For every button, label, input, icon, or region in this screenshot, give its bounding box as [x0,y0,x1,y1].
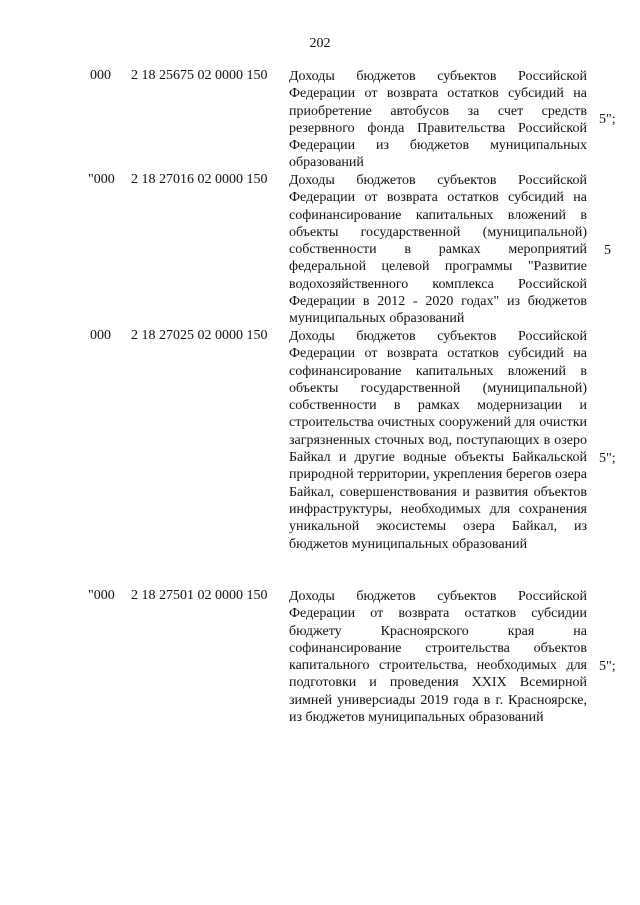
row-description: Доходы бюджетов субъектов Российской Федерации от возврата остатков субсидий на софинансирование капитальных вложений в объекты государственной (муниципальной) собственности в рамках модернизации и строительства очистных сооружений для очистки загрязненных сточных вод, поступающих в озеро Байкал и другие водные объекты Байкальской природной территории, укрепления берегов озера Байкал, совершенствования и развития объектов инфраструктуры, необходимых для сохранения уникальной экосистемы озера Байкал, из бюджетов муниципальных образований [289,329,587,552]
row-suffix: 5 [604,243,611,258]
row-prefix: "000 [88,588,115,603]
row-prefix: 000 [90,68,111,83]
budget-code: 2 18 25675 02 0000 150 [131,68,268,83]
row-description: Доходы бюджетов субъектов Российской Федерации от возврата остатков субсидии бюджету Красноярского края на софинансирование строительства объектов капитального строительства, необходимых для подготовки и проведения XXIX Всемирной зимней универсиады 2019 года в г. Красноярске, из бюджетов муниципальных образований [289,589,587,726]
budget-code: 2 18 27501 02 0000 150 [131,588,268,603]
page-number: 202 [309,36,331,51]
row-suffix: 5"; [599,659,616,674]
row-prefix: "000 [88,172,115,187]
row-description: Доходы бюджетов субъектов Российской Федерации от возврата остатков субсидий на софинансирование капитальных вложений в объекты государственной (муниципальной) собственности в рамках мероприятий федеральной целевой программы "Развитие водохозяйственного комплекса Российской Федерации в 2012 - 2020 годах" из бюджетов муниципальных образований [289,173,587,327]
row-suffix: 5"; [599,451,616,466]
budget-code: 2 18 27025 02 0000 150 [131,328,268,343]
budget-code: 2 18 27016 02 0000 150 [131,172,268,187]
row-prefix: 000 [90,328,111,343]
row-suffix: 5"; [599,112,616,127]
row-description: Доходы бюджетов субъектов Российской Федерации от возврата остатков субсидий на приобретение автобусов за счет средств резервного фонда Правительства Российской Федерации из бюджетов муниципальных образований [289,69,587,171]
